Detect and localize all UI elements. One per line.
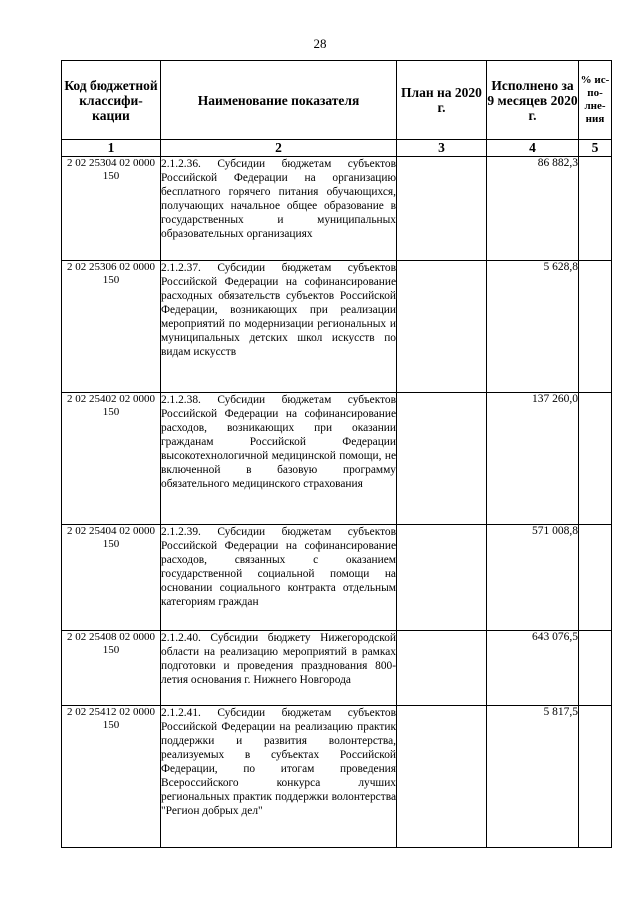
budget-table: [61, 60, 612, 848]
code-cell: 2 02 25402 02 0000 150: [62, 393, 161, 525]
code-cell: 2 02 25412 02 0000 150: [62, 706, 161, 848]
header-name: Наименование показателя: [161, 61, 397, 140]
table-row: [62, 631, 612, 706]
percent-cell: [579, 631, 612, 706]
code-cell: 2 02 25306 02 0000 150: [62, 261, 161, 393]
column-number: 3: [397, 140, 487, 157]
executed-cell: 5 817,5: [487, 706, 579, 848]
percent-cell: [579, 525, 612, 631]
header-row: [62, 61, 612, 140]
code-cell: 2 02 25408 02 0000 150: [62, 631, 161, 706]
column-number: 5: [579, 140, 612, 157]
header-executed: Исполнено за 9 месяцев 2020 г.: [487, 61, 579, 140]
name-cell: 2.1.2.39. Субсидии бюджетам субъектов Российской Федерации на софинансирование расходов, связанных с оказанием государственной социальной помощи на основании социального контракта отдельным категориям граждан: [161, 525, 397, 631]
table-row: [62, 261, 612, 393]
percent-cell: [579, 157, 612, 261]
name-cell: 2.1.2.37. Субсидии бюджетам субъектов Российской Федерации на софинансирование расходных обязательств субъектов Российской Федерации, возникающих при реализации мероприятий по модернизации региональных и муниципальных детских школ искусств по видам искусств: [161, 261, 397, 393]
plan-cell: [397, 157, 487, 261]
name-cell: 2.1.2.40. Субсидии бюджету Нижегородской области на реализацию мероприятий в рамках подготовки и проведения празднования 800-летия основания г. Нижнего Новгорода: [161, 631, 397, 706]
percent-cell: [579, 706, 612, 848]
name-cell: 2.1.2.38. Субсидии бюджетам субъектов Российской Федерации на софинансирование расходов, возникающих при оказании гражданам Российской Федерации высокотехнологичной медицинской помощи, не включенной в базовую программу обязательного медицинского страхования: [161, 393, 397, 525]
page-number: 28: [313, 36, 327, 51]
plan-cell: [397, 525, 487, 631]
column-number: 1: [62, 140, 161, 157]
header-percent: % ис-по-лне-ния: [579, 61, 612, 140]
table-row: [62, 393, 612, 525]
column-number: 2: [161, 140, 397, 157]
code-cell: 2 02 25404 02 0000 150: [62, 525, 161, 631]
percent-cell: [579, 261, 612, 393]
table-row: [62, 706, 612, 848]
plan-cell: [397, 393, 487, 525]
header-plan: План на 2020 г.: [397, 61, 487, 140]
plan-cell: [397, 261, 487, 393]
executed-cell: 86 882,3: [487, 157, 579, 261]
name-cell: 2.1.2.36. Субсидии бюджетам субъектов Российской Федерации на организацию бесплатного горячего питания обучающихся, получающих начальное общее образование в государственных и муниципальных образовательных организациях: [161, 157, 397, 261]
header-code: Код бюджетной классифи-кации: [62, 61, 161, 140]
column-number: 4: [487, 140, 579, 157]
executed-cell: 643 076,5: [487, 631, 579, 706]
column-number-row: [62, 140, 612, 157]
percent-cell: [579, 393, 612, 525]
executed-cell: 571 008,8: [487, 525, 579, 631]
name-cell: 2.1.2.41. Субсидии бюджетам субъектов Российской Федерации на реализацию практик поддержки и развития волонтерства, реализуемых в субъектах Российской Федерации, по итогам проведения Всероссийского конкурса лучших региональных практик поддержки волонтерства "Регион добрых дел": [161, 706, 397, 848]
code-cell: 2 02 25304 02 0000 150: [62, 157, 161, 261]
plan-cell: [397, 706, 487, 848]
executed-cell: 5 628,8: [487, 261, 579, 393]
plan-cell: [397, 631, 487, 706]
table-row: [62, 157, 612, 261]
executed-cell: 137 260,0: [487, 393, 579, 525]
table-row: [62, 525, 612, 631]
